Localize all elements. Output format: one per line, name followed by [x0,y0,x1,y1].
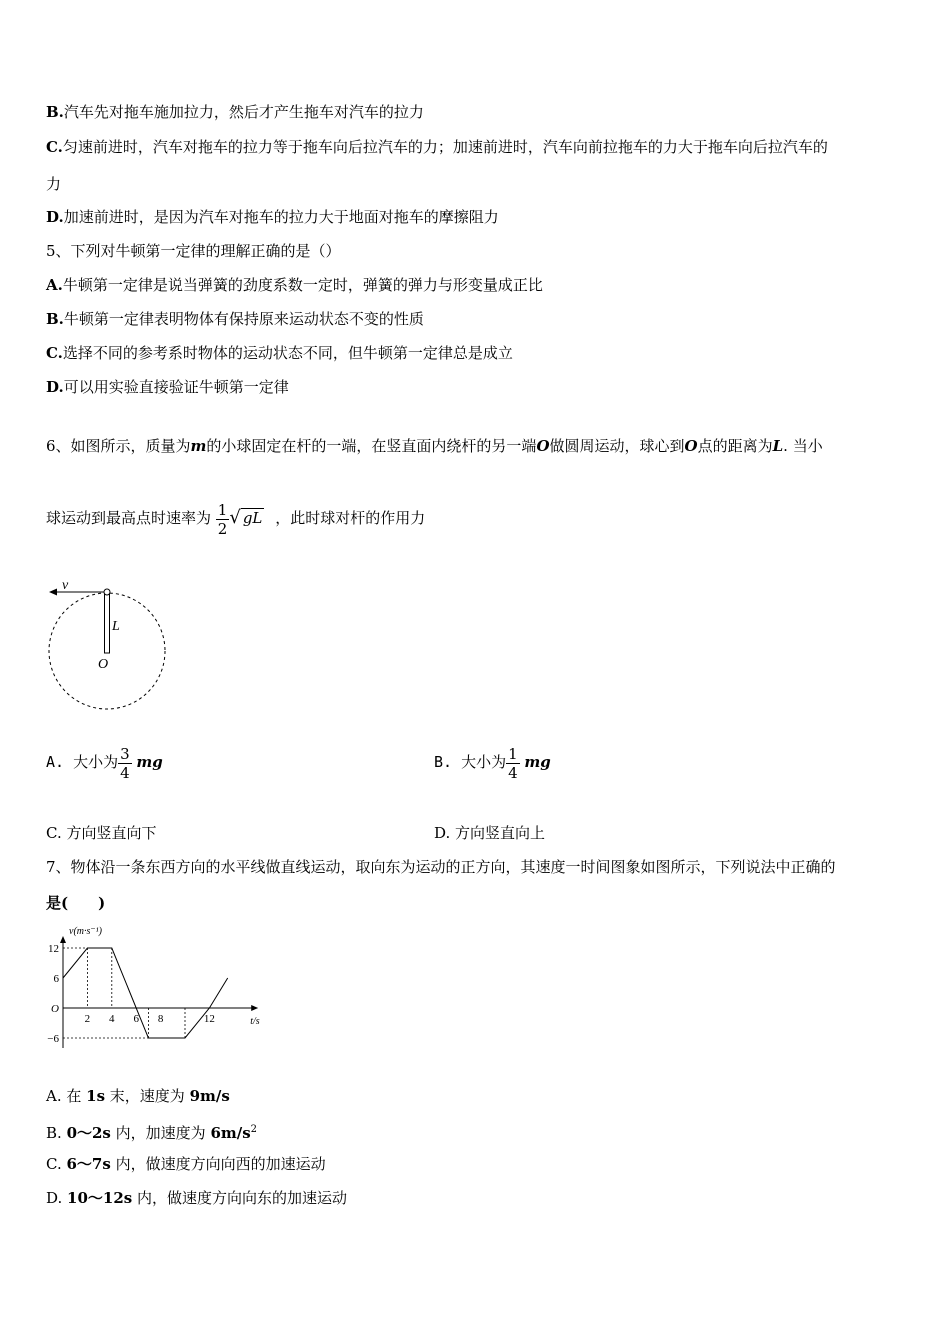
var-m: m [190,437,207,455]
q6-option-a [46,742,163,782]
x-tick-label: 2 [84,1013,91,1025]
q4-option-c [46,137,828,157]
fraction-numerator: 3 [120,744,130,763]
option-text: C. [46,1155,67,1173]
fraction-denominator: 4 [508,763,518,782]
y-axis-arrow-icon [60,936,66,943]
option-fraction [506,745,520,782]
y-tick-label: 6 [53,973,59,985]
option-text: 汽车先对拖车施加拉力，然后才产生拖车对汽车的拉力 [63,103,424,121]
y-tick-label: −6 [47,1033,59,1045]
option-text: 牛顿第一定律是说当弹簧的劲度系数一定时，弹簧的弹力与形变量成正比 [62,276,543,294]
q5-option-c [46,343,513,363]
option-text: 选择不同的参考系时物体的运动状态不同，但牛顿第一定律总是成立 [62,344,513,362]
var-o: O [684,437,698,455]
option-bold: 0～2s [66,1124,111,1142]
q7-stem: 7、物体沿一条东西方向的水平线做直线运动，取向东为运动的正方向，其速度一时间图象如图所示，下列说法中正确的 [46,858,836,876]
y-axis-label: v(m·s⁻¹) [69,926,102,937]
var-o: O [536,437,550,455]
q6-stem-text: 球运动到最高点时速率为 [46,509,212,527]
label-v: v [62,578,69,593]
q7-option-c [46,1154,326,1174]
x-tick-label: 4 [109,1013,115,1025]
y-tick-label: 12 [48,943,59,955]
option-label: A. 大小为 [46,753,119,771]
option-text: 加速前进时，是因为汽车对拖车的拉力大于地面对拖车的摩擦阻力 [63,208,499,226]
q6-stem-text: . 当小 [783,437,823,455]
option-text: 可以用实验直接验证牛顿第一定律 [63,378,289,396]
x-axis-label: t/s [250,1016,260,1027]
q6-stem-line1 [46,436,823,456]
option-label: C. [46,138,63,156]
q5-option-d [46,377,289,397]
option-text: D. [46,1189,68,1207]
option-text: 内，加速度为 [110,1124,211,1142]
x-axis-arrow-icon [251,1005,258,1011]
q6-option-c: C. 方向竖直向下 [46,824,157,842]
sqrt-sign: √ [229,507,241,528]
q7-option-d [46,1188,347,1208]
option-label: D. [46,378,64,396]
q5-option-a [46,275,543,295]
fraction-numerator: 1 [508,744,518,763]
var-l: L [772,437,784,455]
rod [105,592,110,653]
label-l: L [112,619,120,634]
option-label: B. 大小为 [434,753,507,771]
q6-stem-text: 点的距离为 [697,437,773,455]
q6-option-d: D. 方向竖直向上 [434,824,546,842]
q7-option-a [46,1086,230,1106]
option-text: A. 在 [46,1087,87,1105]
q6-option-b [434,742,551,782]
option-label: B. [46,103,64,121]
q6-stem-text: 的小球固定在杆的一端，在竖直面内绕杆的另一端 [206,437,537,455]
q7-vt-chart [44,922,269,1052]
fraction-numerator: 1 [217,500,228,519]
q5-stem: 5、下列对牛顿第一定律的理解正确的是（） [46,242,341,260]
option-text: 内，做速度方向向西的加速运动 [110,1155,326,1173]
q6-stem-text: 做圆周运动，球心到 [549,437,685,455]
option-fraction [118,745,132,782]
option-text: 牛顿第一定律表明物体有保持原来运动状态不变的性质 [63,310,424,328]
sqrt-radicand: gL [242,509,263,527]
q6-stem-line2 [46,498,425,538]
option-bold: 6～7s [66,1155,111,1173]
option-text: 内，做速度方向向东的加速运动 [132,1189,348,1207]
q6-stem-text: ，此时球对杆的作用力 [275,509,426,527]
q6-stem-text: 6、如图所示，质量为 [46,437,191,455]
q4-option-c-wrap: 力 [46,175,62,193]
unit-mg: mg [524,753,551,771]
option-label: D. [46,208,64,226]
x-tick-label: 8 [157,1013,164,1025]
speed-fraction [216,501,230,538]
label-o: O [98,657,109,672]
option-bold: 1s [86,1087,106,1105]
q7-stem-wrap: 是( ) [46,894,106,912]
option-text: B. [46,1124,67,1142]
ball [104,589,110,595]
q7-option-b [46,1120,257,1143]
option-label: B. [46,310,64,328]
q6-circle-figure [42,575,177,715]
y-tick-label: O [51,1003,59,1015]
option-label: A. [46,276,63,294]
x-tick-label: 6 [133,1013,139,1025]
x-tick-label: 12 [203,1013,215,1025]
q5-option-b [46,309,424,329]
fraction-denominator: 4 [120,763,130,782]
unit-mg: mg [136,753,163,771]
fraction-denominator: 2 [217,519,228,538]
option-bold: 6m/s [210,1124,251,1142]
option-bold: 9m/s [189,1087,230,1105]
arrow-head-icon [49,589,57,596]
q4-option-d [46,207,499,227]
option-bold: 10～12s [67,1189,133,1207]
option-label: C. [46,344,63,362]
superscript: 2 [250,1124,258,1135]
option-text: 匀速前进时，汽车对拖车的拉力等于拖车向后拉汽车的力；加速前进时，汽车向前拉拖车的力大于拖车向后拉汽车的 [62,138,828,156]
option-text: 末，速度为 [105,1087,190,1105]
q4-option-b [46,102,424,122]
